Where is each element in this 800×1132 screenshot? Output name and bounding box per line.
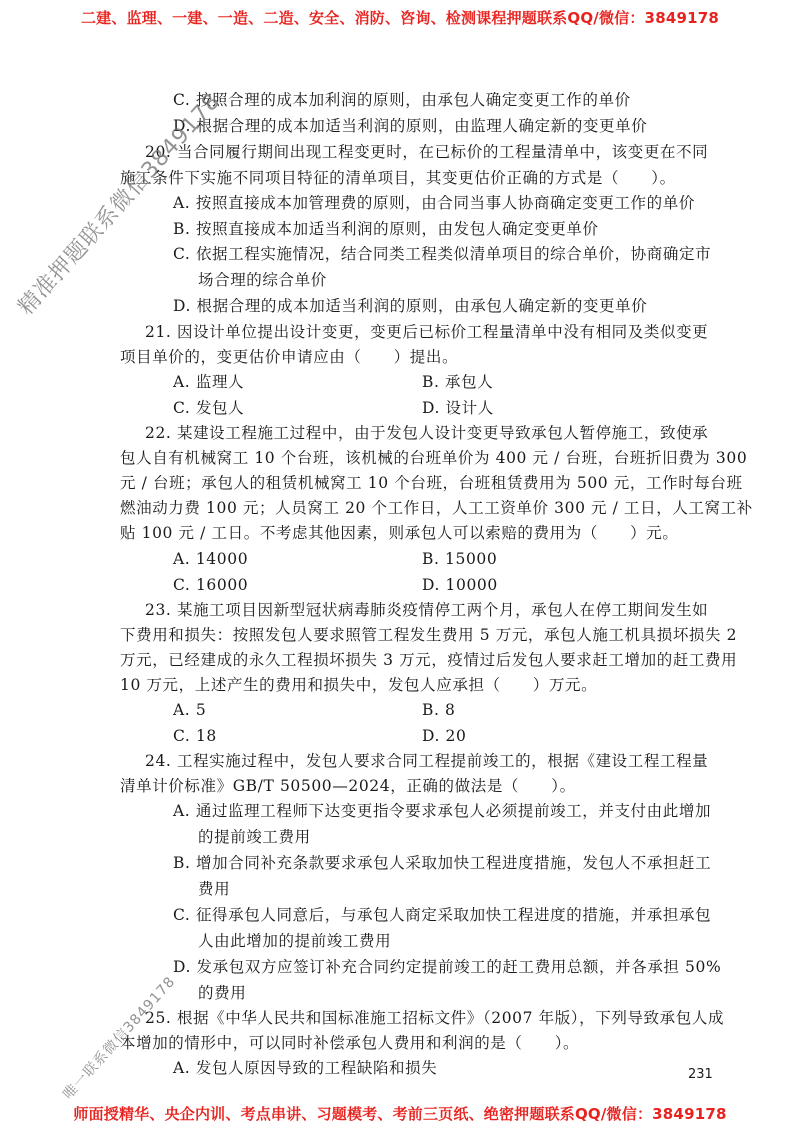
option-line: 费用 [198, 880, 231, 898]
question-line: 万元，已经建成的永久工程损坏损失 3 万元，疫情过后发包人要求赶工增加的赶工费用 [120, 651, 738, 669]
option-line: A. 发包人原因导致的工程缺陷和损失 [173, 1059, 438, 1077]
question-line: 25. 根据《中华人民共和国标准施工招标文件》（2007 年版），下列导致承包人成 [145, 1009, 725, 1027]
question-line: 施工条件下实施不同项目特征的清单项目，其变更估价正确的方式是（ ）。 [120, 169, 676, 187]
option-line: A. 按照直接成本加管理费的原则，由合同当事人协商确定变更工作的单价 [173, 194, 695, 212]
question-line: 20. 当合同履行期间出现工程变更时，在已标价的工程量清单中，该变更在不同 [145, 143, 709, 161]
option-line: C. 18 [173, 727, 217, 745]
option-line: C. 按照合理的成本加利润的原则，由承包人确定变更工作的单价 [173, 91, 631, 109]
option-line: C. 依据工程实施情况，结合同类工程类似清单项目的综合单价，协商确定市 [173, 245, 712, 263]
option-line: D. 发承包双方应签订补充合同约定提前竣工的赶工费用总额，并各承担 50% [173, 958, 722, 976]
question-line: 22. 某建设工程施工过程中，由于发包人设计变更导致承包人暂停施工，致使承 [145, 424, 709, 442]
option-line: 人由此增加的提前竣工费用 [198, 932, 392, 950]
option-line: D. 10000 [422, 576, 498, 594]
option-line: B. 按照直接成本加适当利润的原则，由发包人确定变更单价 [173, 220, 599, 238]
option-line: D. 20 [422, 727, 467, 745]
option-line: D. 根据合理的成本加适当利润的原则，由承包人确定新的变更单价 [173, 297, 648, 315]
top-banner: 二建、监理、一建、一造、二造、安全、消防、咨询、检测课程押题联系QQ/微信：3849178 [80, 9, 720, 27]
option-line: A. 5 [173, 701, 207, 719]
option-line: B. 承包人 [422, 373, 494, 391]
watermark: 唯一联系微信3849178 [60, 973, 179, 1103]
option-line: D. 根据合理的成本加适当利润的原则，由监理人确定新的变更单价 [173, 117, 648, 135]
option-line: D. 设计人 [422, 399, 494, 417]
option-line: 场合理的综合单价 [198, 271, 327, 289]
question-line: 本增加的情形中，可以同时补偿承包人费用和利润的是（ ）。 [120, 1034, 580, 1052]
question-line: 清单计价标准》GB/T 50500—2024，正确的做法是（ ）。 [120, 777, 576, 795]
question-line: 元 / 台班；承包人的租赁机械窝工 10 个台班，台班租赁费用为 500 元，工作时每台班 [120, 474, 743, 492]
option-line: 的费用 [198, 984, 247, 1002]
option-line: A. 通过监理工程师下达变更指令要求承包人必须提前竣工，并支付由此增加 [173, 802, 712, 820]
option-line: A. 14000 [173, 550, 249, 568]
question-line: 项目单价的，变更估价申请应由（ ）提出。 [120, 348, 459, 366]
option-line: 的提前竣工费用 [198, 828, 311, 846]
page-number: 231 [688, 1067, 713, 1082]
option-line: C. 征得承包人同意后，与承包人商定采取加快工程进度的措施，并承担承包 [173, 906, 712, 924]
option-line: B. 增加合同补充条款要求承包人采取加快工程进度措施，发包人不承担赶工 [173, 854, 712, 872]
question-line: 燃油动力费 100 元；人员窝工 20 个工作日，人工工资单价 300 元 / 工日，人工窝工补 [120, 499, 753, 517]
question-line: 包人自有机械窝工 10 个台班，该机械的台班单价为 400 元 / 台班，台班折旧费为 300 [120, 449, 748, 467]
option-line: B. 8 [422, 701, 456, 719]
bottom-banner: 师面授精华、央企内训、考点串讲、习题模考、考前三页纸、绝密押题联系QQ/微信：3849178 [73, 1105, 727, 1123]
option-line: B. 15000 [422, 550, 498, 568]
question-line: 23. 某施工项目因新型冠状病毒肺炎疫情停工两个月，承包人在停工期间发生如 [145, 601, 709, 619]
option-line: A. 监理人 [173, 373, 245, 391]
question-line: 10 万元，上述产生的费用和损失中，发包人应承担（ ）万元。 [120, 676, 598, 694]
option-line: C. 16000 [173, 576, 249, 594]
option-line: C. 发包人 [173, 399, 245, 417]
question-line: 24. 工程实施过程中，发包人要求合同工程提前竣工的，根据《建设工程工程量 [145, 752, 709, 770]
question-line: 下费用和损失：按照发包人要求照管工程发生费用 5 万元，承包人施工机具损坏损失 2 [120, 626, 738, 644]
watermark: 精准押题联系微信3849178 [13, 88, 226, 321]
question-line: 21. 因设计单位提出设计变更，变更后已标价工程量清单中没有相同及类似变更 [145, 323, 709, 341]
question-line: 贴 100 元 / 工日。不考虑其他因素，则承包人可以索赔的费用为（ ）元。 [120, 524, 679, 542]
